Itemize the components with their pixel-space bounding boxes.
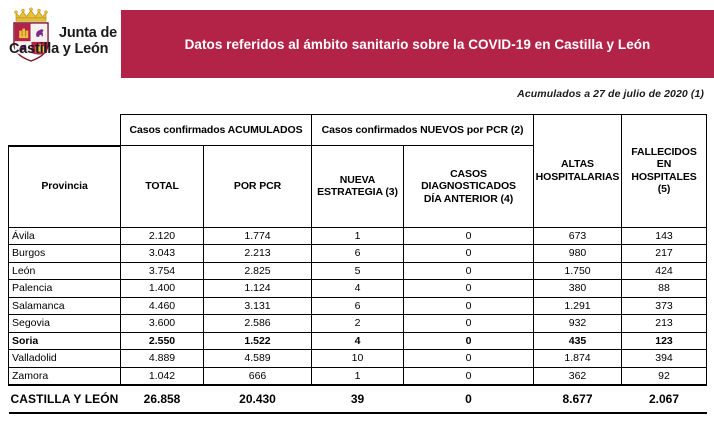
brand-line-2: Castilla y León [9,40,109,57]
table-row [9,262,707,280]
cell-casos-diagnosticados: 0 [404,315,534,333]
cell-altas: 980 [534,245,622,263]
table-row [9,367,707,385]
total-cell-casos-diagnosticados: 0 [404,385,534,413]
cell-total: 3.043 [121,245,204,263]
cell-total: 3.600 [121,315,204,333]
header-fallecidos-line-2: EN [656,158,672,171]
cell-por-pcr: 3.131 [204,297,312,315]
header-nueva-estrategia [312,146,404,228]
header-altas-hospitalarias [534,115,622,228]
accumulation-date-note: Acumulados a 27 de julio de 2020 (1) [517,88,704,100]
cell-nueva-estrategia: 10 [312,350,404,368]
cell-casos-diagnosticados: 0 [404,350,534,368]
covid-data-table [8,114,707,414]
brand-logo [8,4,120,80]
cell-nueva-estrategia: 4 [312,332,404,350]
header-altas-line-1: ALTAS [561,158,594,171]
total-cell-nueva-estrategia: 39 [312,385,404,413]
header-por-pcr: POR PCR [204,146,312,228]
cell-casos-diagnosticados: 0 [404,245,534,263]
cell-nueva-estrategia: 6 [312,245,404,263]
cell-casos-diagnosticados: 0 [404,332,534,350]
cell-altas: 362 [534,367,622,385]
cell-provincia: Palencia [9,280,121,298]
cell-nueva-estrategia: 1 [312,367,404,385]
cell-provincia: Zamora [9,367,121,385]
header-casos-diagnosticados [404,146,534,228]
header-fallecidos-hospitales [622,115,707,228]
table-row [9,297,707,315]
cell-nueva-estrategia: 1 [312,227,404,245]
cell-fallecidos: 88 [622,280,707,298]
cell-altas: 932 [534,315,622,333]
cell-altas: 1.874 [534,350,622,368]
table-row [9,280,707,298]
cell-altas: 1.291 [534,297,622,315]
cell-casos-diagnosticados: 0 [404,367,534,385]
title-banner [121,10,714,78]
table-head [9,115,707,228]
table-row [9,332,707,350]
cell-por-pcr: 1.124 [204,280,312,298]
total-cell-region: CASTILLA Y LEÓN [9,385,121,413]
header-provincia: Provincia [9,146,121,228]
cell-provincia: Salamanca [9,297,121,315]
table-row [9,350,707,368]
total-cell-por-pcr: 20.430 [204,385,312,413]
cell-fallecidos: 394 [622,350,707,368]
cell-total: 1.042 [121,367,204,385]
cell-total: 2.550 [121,332,204,350]
table-row [9,315,707,333]
cell-total: 4.460 [121,297,204,315]
brand-name [9,25,118,57]
header-altas-line-2: HOSPITALARIAS [535,170,620,183]
header-group-nuevos: Casos confirmados NUEVOS por PCR (2) [312,115,534,146]
cell-nueva-estrategia: 4 [312,280,404,298]
header-nueva-line-2: ESTRATEGIA (3) [317,186,398,199]
header-corner-blank [9,115,121,146]
cell-nueva-estrategia: 6 [312,297,404,315]
cell-nueva-estrategia: 5 [312,262,404,280]
header-fallecidos-line-1: FALLECIDOS [631,145,697,158]
cell-casos-diagnosticados: 0 [404,297,534,315]
cell-total: 2.120 [121,227,204,245]
cell-fallecidos: 424 [622,262,707,280]
table-row [9,245,707,263]
table-total-row [9,385,707,413]
header-diag-line-3: DÍA ANTERIOR (4) [423,192,514,205]
cell-casos-diagnosticados: 0 [404,280,534,298]
cell-total: 3.754 [121,262,204,280]
cell-fallecidos: 217 [622,245,707,263]
cell-por-pcr: 1.522 [204,332,312,350]
cell-provincia: León [9,262,121,280]
cell-altas: 673 [534,227,622,245]
total-cell-altas: 8.677 [534,385,622,413]
cell-total: 1.400 [121,280,204,298]
header-fallecidos-line-3: HOSPITALES [631,170,697,183]
cell-casos-diagnosticados: 0 [404,262,534,280]
cell-provincia: Soria [9,332,121,350]
cell-provincia: Ávila [9,227,121,245]
cell-fallecidos: 213 [622,315,707,333]
cell-provincia: Valladolid [9,350,121,368]
cell-fallecidos: 123 [622,332,707,350]
cell-altas: 1.750 [534,262,622,280]
page-header [0,0,714,100]
header-diag-line-2: DIAGNOSTICADOS [421,180,516,192]
cell-por-pcr: 2.213 [204,245,312,263]
cell-por-pcr: 666 [204,367,312,385]
header-fallecidos-line-4: (5) [657,183,671,196]
total-cell-total: 26.858 [121,385,204,413]
cell-fallecidos: 373 [622,297,707,315]
cell-por-pcr: 4.589 [204,350,312,368]
header-total: TOTAL [121,146,204,228]
cell-por-pcr: 1.774 [204,227,312,245]
cell-por-pcr: 2.825 [204,262,312,280]
cell-fallecidos: 143 [622,227,707,245]
cell-altas: 435 [534,332,622,350]
header-diag-line-1: CASOS [450,167,487,180]
table-row [9,227,707,245]
table-body [9,227,707,413]
cell-casos-diagnosticados: 0 [404,227,534,245]
brand-line-1: Junta de [59,25,118,41]
page-title: Datos referidos al ámbito sanitario sobre la COVID-19 en Castilla y León [184,36,651,52]
cell-provincia: Segovia [9,315,121,333]
header-group-acumulados: Casos confirmados ACUMULADOS [121,115,312,146]
cell-fallecidos: 92 [622,367,707,385]
header-nueva-line-1: NUEVA [339,173,376,186]
cell-total: 4.889 [121,350,204,368]
covid-data-table-container [8,114,706,414]
total-cell-fallecidos: 2.067 [622,385,707,413]
table-group-header-row [9,115,707,146]
cell-por-pcr: 2.586 [204,315,312,333]
cell-nueva-estrategia: 2 [312,315,404,333]
cell-altas: 380 [534,280,622,298]
cell-provincia: Burgos [9,245,121,263]
